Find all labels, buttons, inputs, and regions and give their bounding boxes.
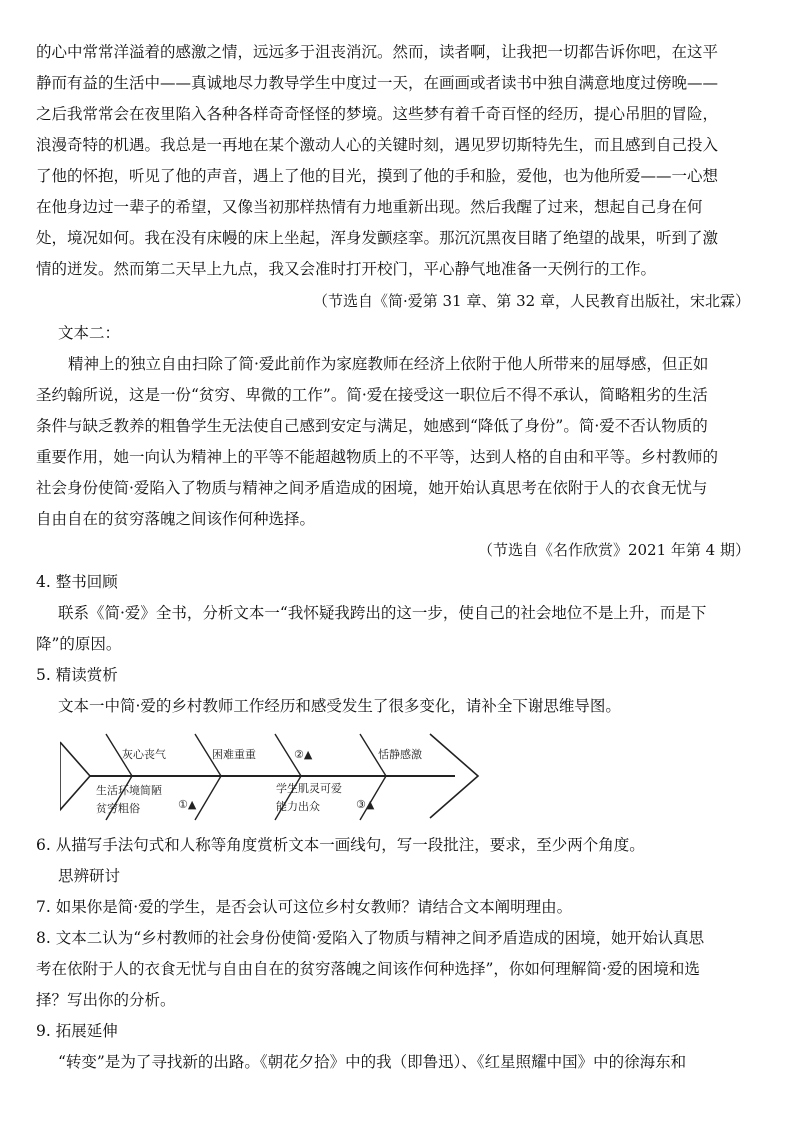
bone [195, 776, 221, 820]
question-8-line-2: 考在依附于人的衣食无忧与自由自在的贫穷落魄之间该作何种选择”，你如何理解简·爱的困境和选 [36, 960, 700, 978]
question-7: 7. 如果你是简·爱的学生，是否会认可这位乡村女教师？请结合文本阐明理由。 [36, 898, 573, 916]
text-line: 静而有益的生活中——真诚地尽力教导学生中度过一天，在画画或者读书中独自满意地度过傍晚—— [36, 74, 719, 92]
text-two-heading: 文本二： [58, 324, 121, 342]
question-4-line-1: 联系《简·爱》全书，分析文本一“我怀疑我跨出的这一步，使自己的社会地位不是上升，而是下 [58, 604, 707, 622]
text-line: 情的迸发。然而第二天早上九点，我又会准时打开校门，平心静气地准备一天例行的工作。 [36, 260, 657, 278]
text-line: 了他的怀抱，听见了他的声音，遇上了他的目光，摸到了他的手和脸，爱他，也为他所爱——一心想 [36, 167, 719, 185]
text-line: 在他身边过一辈子的希望，又像当初那样热情有力地重新出现。然后我醒了过来，想起自己身在何 [36, 198, 703, 216]
question-4-line-2: 降”的原因。 [36, 635, 122, 653]
question-9-line-1: “转变”是为了寻找新的出路。《朝花夕拾》中的我（即鲁迅）、《红星照耀中国》中的徐海东和 [58, 1053, 687, 1071]
diagram-label-bottom: 能力出众 [276, 800, 320, 813]
text-two-source: （节选自《名作欣赏》2021 年第 4 期） [477, 541, 750, 559]
text-line: 自由自在的贫穷落魄之间该作何种选择。 [36, 510, 316, 528]
fishbone-svg [60, 728, 480, 824]
text-two-body [36, 349, 752, 535]
question-9-title: 9. 拓展延伸 [36, 1022, 118, 1040]
text-line: 精神上的独立自由扫除了简·爱此前作为家庭教师在经济上依附于他人所带来的屈辱感，但正如 [68, 355, 709, 373]
question-8-line-1: 8. 文本二认为“乡村教师的社会身份使简·爱陷入了物质与精神之间矛盾造成的困境，她开始认真思 [36, 929, 705, 947]
fish-tail [60, 742, 90, 810]
text-line: 浪漫奇特的机遇。我总是一再地在某个激动人心的关键时刻，遇见罗切斯特先生，而且感到自己投入 [36, 136, 719, 154]
text-line: 之后我常常会在夜里陷入各种各样奇奇怪怪的梦境。这些梦有着千奇百怪的经历，提心吊胆的冒险， [36, 105, 719, 123]
diagram-label-top: 恬静感激 [378, 748, 422, 761]
diagram-label-bottom: 贫穷粗俗 [96, 802, 140, 815]
diagram-label-bottom: ③▲ [356, 798, 375, 811]
diagram-label-top: 灰心丧气 [122, 748, 166, 761]
question-4-title: 4. 整书回顾 [36, 573, 118, 591]
diagram-label-bottom: ①▲ [178, 798, 197, 811]
text-line: 重要作用，她一向认为精神上的平等不能超越物质上的不平等，达到人格的自由和平等。乡村教师的 [36, 448, 719, 466]
text-line: 条件与缺乏教养的粗鲁学生无法使自己感到安定与满足，她感到“降低了身份”。简·爱不否认物质的 [36, 417, 708, 435]
question-5-title: 5. 精读赏析 [36, 666, 118, 684]
text-line: 的心中常常洋溢着的感激之情，远远多于沮丧消沉。然而，读者啊，让我把一切都告诉你吧，在这平 [36, 43, 719, 61]
text-line: 圣约翰所说，这是一份“贫穷、卑微的工作”。简·爱在接受这一职位后不得不承认，简略粗劣的生活 [36, 386, 708, 404]
diagram-label-top: 困难重重 [212, 748, 256, 761]
diagram-label-top: ②▲ [294, 748, 313, 761]
section-heading: 思辨研讨 [58, 867, 121, 885]
text-line: 处，境况如何。我在没有床幔的床上坐起，浑身发颤痉挛。那沉沉黑夜目睹了绝望的战果，听到了激 [36, 229, 719, 247]
question-5-line-1: 文本一中简·爱的乡村教师工作经历和感受发生了很多变化，请补全下谢思维导图。 [58, 697, 621, 715]
question-8-line-3: 择？写出你的分析。 [36, 991, 176, 1009]
text-line: 社会身份使简·爱陷入了物质与精神之间矛盾造成的困境，她开始认真思考在依附于人的衣食无忧与 [36, 479, 708, 497]
diagram-label-bottom: 生活环境简陋 [96, 784, 162, 797]
text-one-body [36, 37, 752, 285]
diagram-label-bottom: 学生肌灵可爱 [276, 782, 342, 795]
text-one-source: （节选自《简·爱第 31 章、第 32 章，人民教育出版社，宋北霖） [312, 292, 750, 310]
question-6: 6. 从描写手法句式和人称等角度赏析文本一画线句，写一段批注，要求，至少两个角度。 [36, 836, 645, 854]
fishbone-diagram [60, 728, 480, 824]
